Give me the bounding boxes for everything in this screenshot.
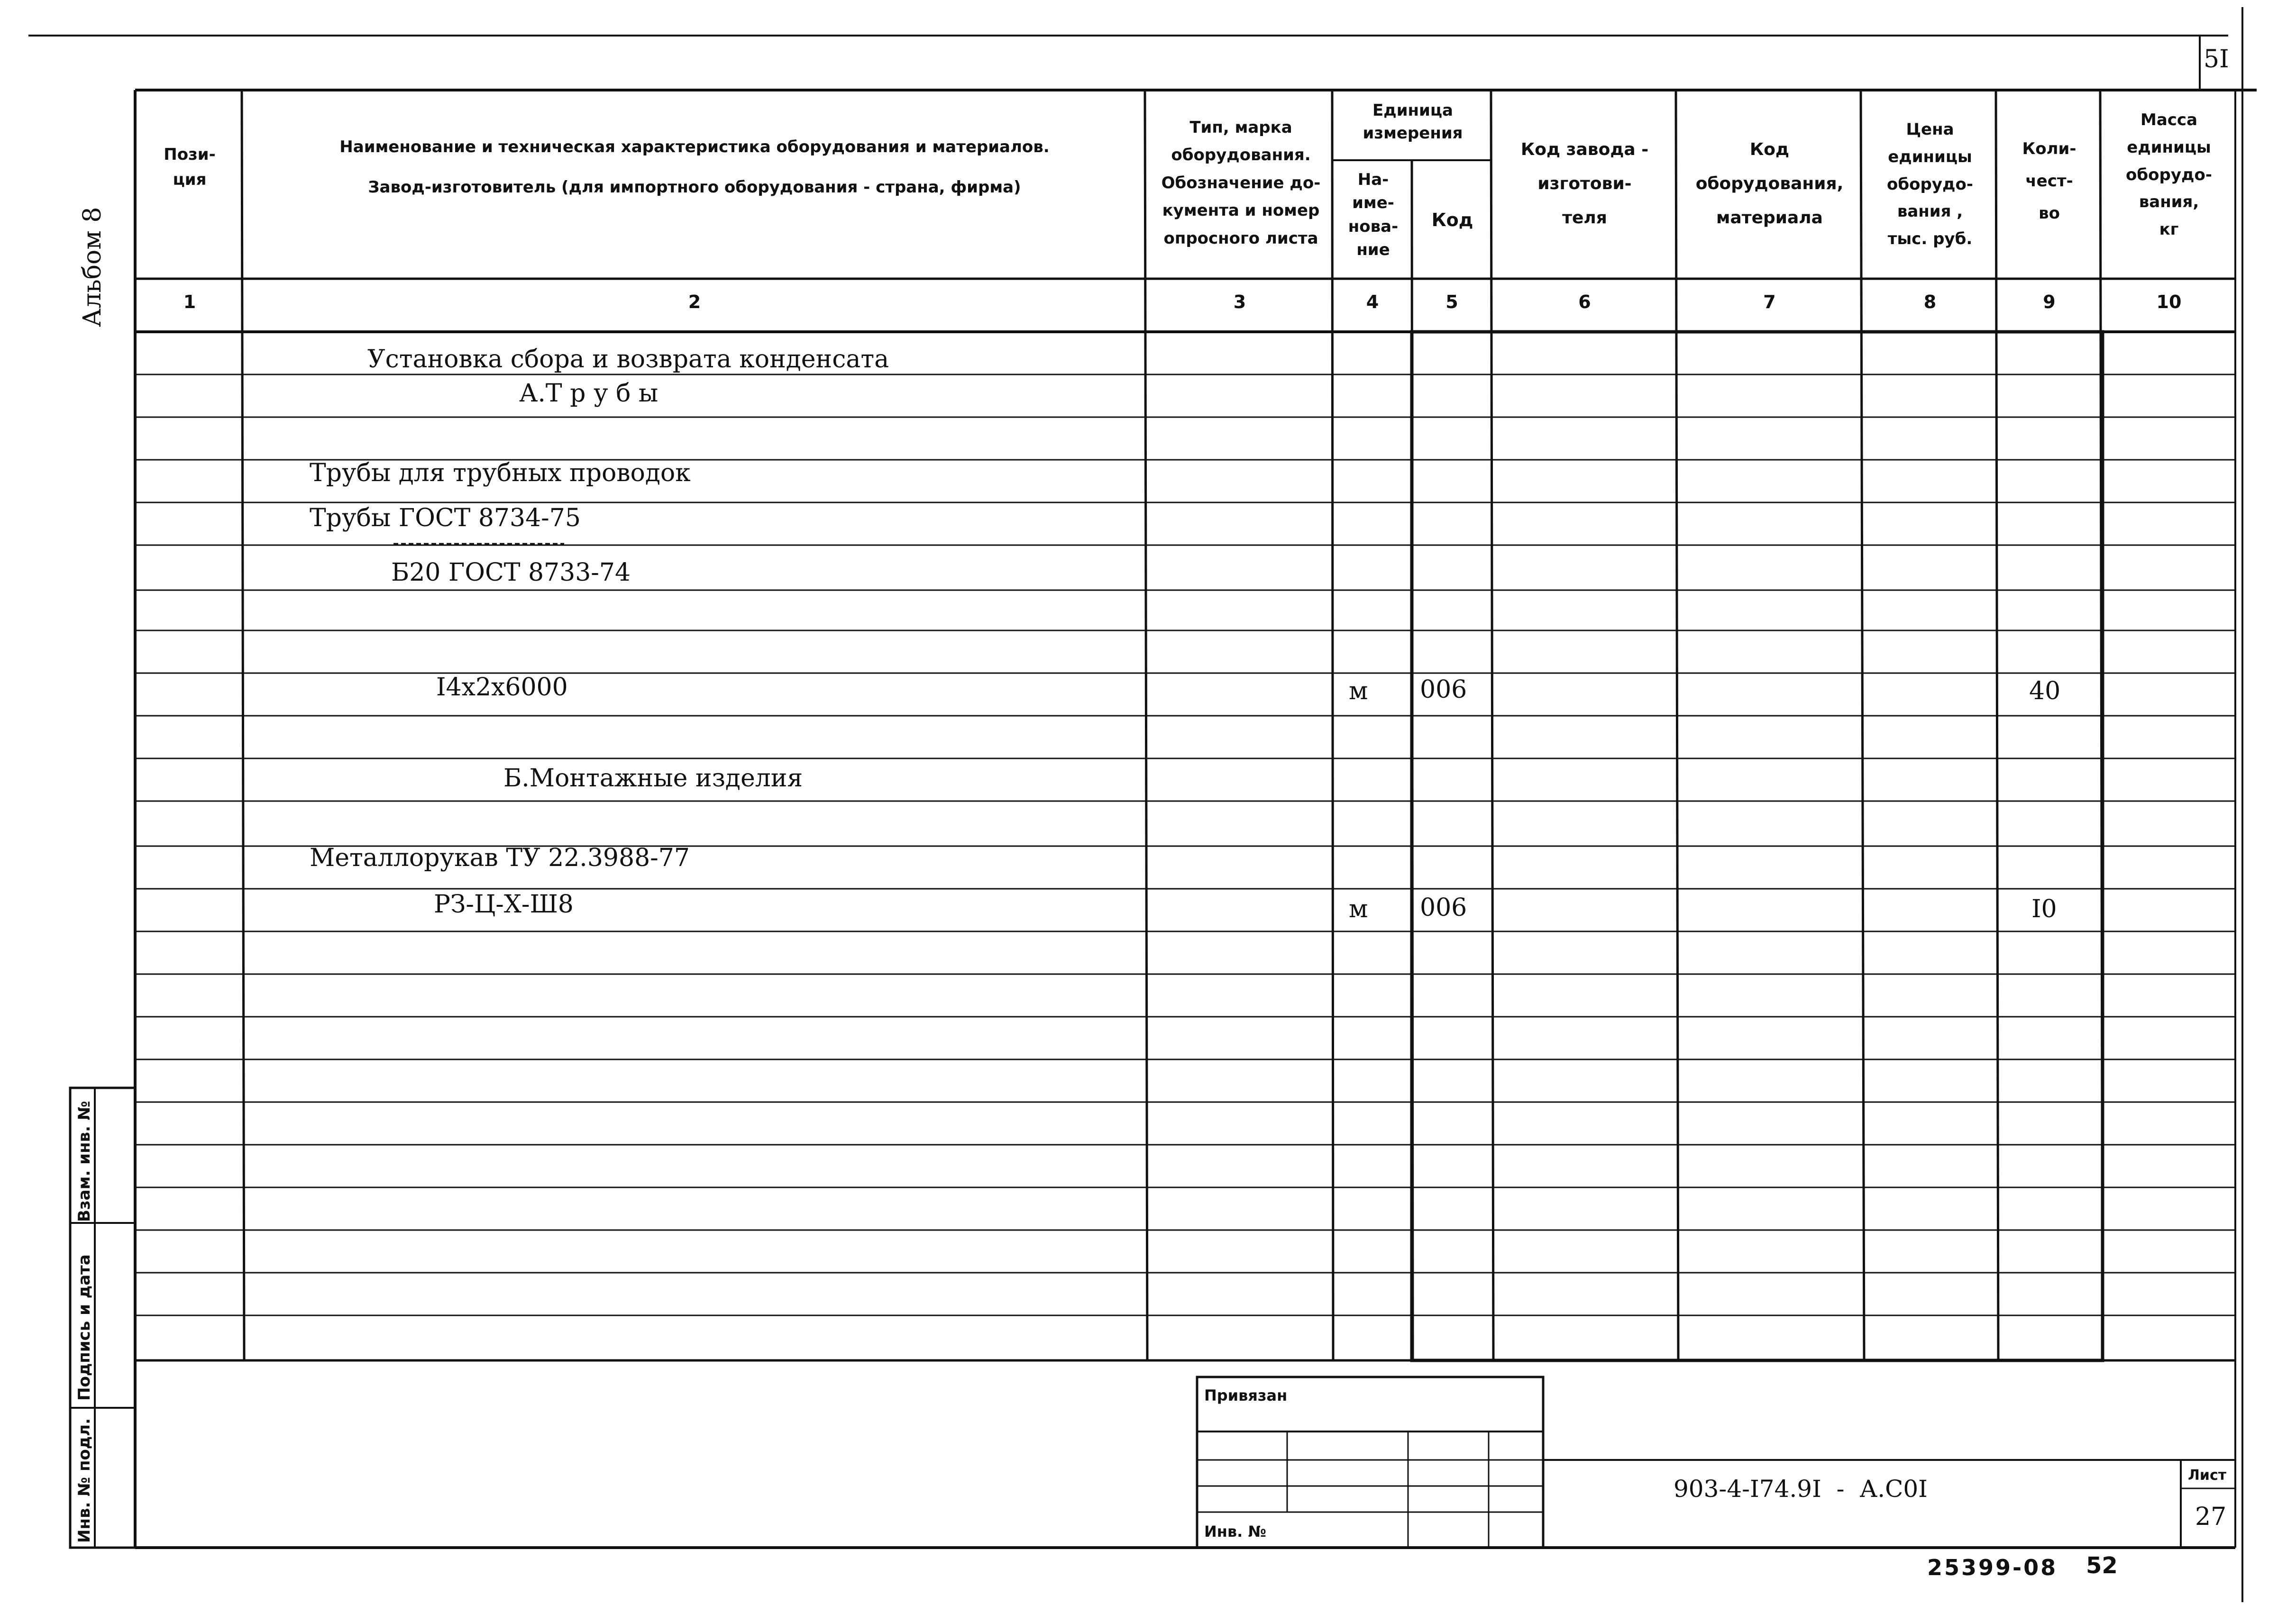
- row-pipe-size-name: I4x2x6000: [436, 673, 568, 702]
- stamp-inv-podl: Инв. № подл.: [75, 1418, 94, 1543]
- colnum-4: 4: [1366, 292, 1379, 312]
- row-hose-type-unit: м: [1349, 895, 1368, 923]
- header-col-2-line1: Наименование и техническая характеристика оборудования и материалов.: [339, 137, 1050, 156]
- colnum-9: 9: [2043, 292, 2056, 312]
- colnum-1: 1: [183, 292, 196, 312]
- colnum-3: 3: [1233, 292, 1246, 312]
- list-number: 27: [2195, 1503, 2227, 1531]
- colnum-5: 5: [1445, 292, 1458, 312]
- row-subsection-pipes: А.Т р у б ы: [519, 379, 659, 408]
- colnum-6: 6: [1578, 292, 1591, 312]
- row-metal-hose: Металлорукав ТУ 22.3988-77: [310, 844, 690, 872]
- header-col-5: Код: [1431, 210, 1473, 230]
- row-section-title: Установка сбора и возврата конденсата: [367, 345, 889, 374]
- header-col-7: Код оборудования, материала: [1695, 140, 1844, 228]
- album-label: Альбом 8: [78, 207, 107, 327]
- sheet-corner-number: 5I: [2204, 45, 2229, 73]
- row-pipe-size-code: 006: [1420, 675, 1467, 704]
- header-col-10: Масса единицы оборудо- вания, кг: [2126, 110, 2212, 239]
- header-col-6: Код завода - изготови- теля: [1520, 140, 1649, 228]
- row-hose-type-qty: I0: [2031, 895, 2057, 923]
- colnum-10: 10: [2156, 292, 2182, 312]
- stamp-vzam-inv: Взам. инв. №: [75, 1101, 94, 1222]
- stamp-podpis-data: Подпись и дата: [75, 1254, 94, 1401]
- header-unit-group: Единица измерения: [1363, 101, 1463, 143]
- archive-number: 25399-08: [1927, 1555, 2058, 1580]
- list-label: Лист: [2188, 1467, 2227, 1484]
- header-col-4: На- име- нова- ние: [1348, 170, 1399, 259]
- header-col-2: [247, 137, 1143, 197]
- row-pipe-size-qty: 40: [2029, 677, 2061, 705]
- row-pipes-for-lines: Трубы для трубных проводок: [310, 459, 691, 487]
- colnum-8: 8: [1923, 292, 1937, 312]
- row-pipe-size-unit: м: [1349, 677, 1368, 705]
- header-col-9: Коли- чест- во: [2022, 139, 2076, 223]
- header-col-2-line2: Завод-изготовитель (для импортного оборудования - страна, фирма): [368, 178, 1021, 197]
- title-privyazan: Привязан: [1204, 1386, 1288, 1404]
- header-col-3: Тип, марка оборудования. Обозначение до- кумента и номер опросного листа: [1161, 118, 1321, 248]
- row-b20-gost: Б20 ГОСТ 8733-74: [391, 558, 631, 587]
- colnum-7: 7: [1763, 292, 1776, 312]
- document-code: 903-4-I74.9I - А.С0I: [1674, 1475, 1928, 1503]
- title-inv-no: Инв. №: [1204, 1523, 1266, 1541]
- colnum-2: 2: [688, 292, 701, 312]
- header-col-1: Пози- ция: [164, 145, 216, 189]
- row-hose-type-code: 006: [1420, 894, 1467, 922]
- row-subsection-mounting: Б.Монтажные изделия: [503, 764, 803, 793]
- page-number: 52: [2086, 1552, 2118, 1579]
- row-pipes-gost: Трубы ГОСТ 8734-75: [310, 504, 581, 532]
- row-hose-type-name: РЗ-Ц-Х-Ш8: [434, 890, 574, 919]
- header-col-8: Цена единицы оборудо- вания , тыс. руб.: [1887, 120, 1973, 249]
